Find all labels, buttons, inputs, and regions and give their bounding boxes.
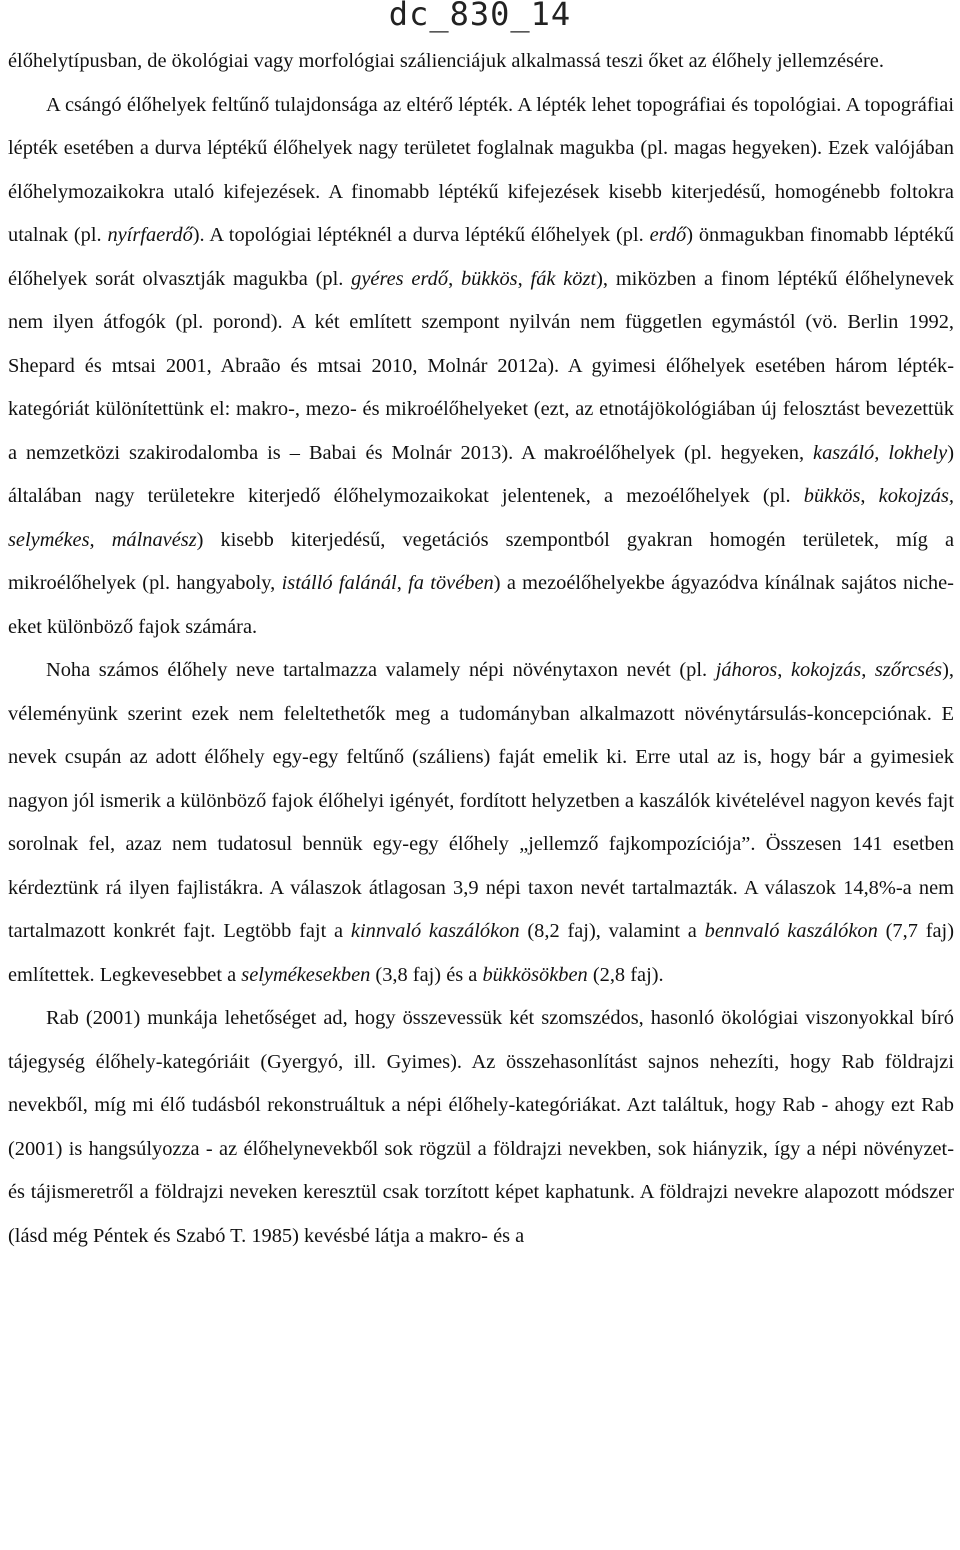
paragraph	[8, 40, 954, 84]
italic-term: kaszáló, lokhely	[813, 441, 948, 464]
italic-term: istálló falánál	[281, 572, 397, 594]
italic-term: nyírfaerdő	[107, 224, 193, 246]
italic-term: jáhoros	[715, 659, 778, 681]
text-run: ) a mezoélőhelyekbe ágyazódva kínálnak sajátos niche-eket különböző fajok számára.	[8, 572, 954, 638]
text-run: Rab (2001) munkája lehetőséget ad, hogy összevessük két szomszédos, hasonló ökológiai viszonyokkal bíró tájegység élőhely-kategóriáit (Gyergyó, ill. Gyimes). Az összehasonlítást sajnos nehezíti, hogy Rab földrajzi nevekből, míg mi élő tudásból rekonstruáltuk a népi élőhely-kategóriákat. Azt találtuk, hogy Rab - ahogy ezt Rab (2001) is hangsúlyozza - az élőhelynevekből sok rögzül a földrajzi nevekben, sok hiányzik, így a népi növényzet- és tájismeretről a földrajzi neveken keresztül csak torzított képet kaphatunk. A földrajzi nevekre alapozott módszer (lásd még Péntek és Szabó T. 1985) kevésbé látja a makro- és a	[8, 1007, 954, 1247]
italic-term: kokojzás	[790, 659, 862, 681]
text-run: ) általában nagy területekre kiterjedő élőhelymozaikokat jelentenek, a mezoélőhelyek (pl.	[8, 441, 954, 507]
italic-term: kinnvaló kaszálókon	[350, 920, 520, 942]
paragraph	[8, 84, 954, 650]
text-run: (2,8 faj).	[587, 963, 664, 986]
text-run: élőhelytípusban, de ökológiai vagy morfológiai szálienciájuk alkalmassá teszi őket az élőhely jellemzésére.	[8, 50, 884, 72]
text-run: ,	[517, 267, 531, 290]
text-run: (8,2 faj), valamint a	[519, 920, 705, 942]
text-run: Noha számos élőhely neve tartalmazza valamely népi növénytaxon nevét (pl.	[46, 659, 716, 681]
text-run: ,	[396, 572, 409, 594]
paragraph	[8, 649, 954, 997]
italic-term: bükkös	[803, 485, 861, 507]
italic-term: fák közt	[530, 267, 597, 290]
italic-term: bükkös	[460, 267, 518, 290]
text-run: ). A topológiai léptéknél a durva léptékű élőhelyek (pl.	[192, 224, 650, 246]
italic-term: selymékesekben	[241, 963, 371, 986]
italic-term: kokojzás, selymékes, málnavész	[8, 485, 954, 551]
italic-term: gyéres erdő	[351, 267, 449, 290]
page-header-code: dc_830_14	[388, 0, 572, 33]
text-run: ,	[777, 659, 791, 681]
text-run: ) kisebb kiterjedésű, vegetációs szempontból gyakran homogén területek, míg a mikroélőhelyek (pl. hangyaboly,	[8, 528, 955, 594]
text-run: ), véleményünk szerint ezek nem feleltethetők meg a tudományban alkalmazott növénytársulás-koncepciónak. E nevek csupán az adott élőhely egy-egy feltűnő (száliens) faját emelik ki. Erre utal az is, hogy bár a gyimesiek nagyon jól ismerik a különböző fajok élőhelyi igényét, fordított helyzetben a kaszálók kivételével nagyon kevés fajt sorolnak fel, azaz nem tudatosul bennük egy-egy élőhely „jellemző fajkompozíciója”. Összesen 141 esetben kérdeztünk rá ilyen fajlistákra. A válaszok átlagosan 3,9 népi taxon nevét tartalmazták. A válaszok 14,8%-a nem tartalmazott konkrét fajt. Legtöbb fajt a	[8, 659, 954, 942]
text-run: ,	[861, 659, 875, 681]
text-run: ,	[860, 485, 879, 507]
paragraph	[8, 997, 954, 1258]
body-text	[8, 40, 954, 1258]
italic-term: bükkösökben	[482, 963, 588, 986]
text-run: (7,7 faj) említettek. Legkevesebbet a	[8, 920, 955, 986]
text-run: (3,8 faj) és a	[370, 963, 483, 986]
text-run: A csángó élőhelyek feltűnő tulajdonsága az eltérő lépték. A lépték lehet topográfiai és topológiai. A topográfiai lépték esetében a durva léptékű élőhelyek nagy területet foglalnak magukba (pl. magas hegyeken). Ezek valójában élőhelymozaikokra utaló kifejezések. A finomabb léptékű kifejezések kisebb kiterjedésű, homogénebb foltokra utalnak (pl.	[8, 93, 954, 246]
italic-term: erdő	[649, 224, 687, 246]
italic-term: fa tövében	[408, 572, 494, 594]
text-run: ,	[448, 267, 461, 290]
italic-term: szőrcsés	[874, 659, 943, 681]
italic-term: bennvaló kaszálókon	[704, 920, 878, 942]
text-run: ) önmagukban finomabb léptékű élőhelyek sorát olvasztják magukba (pl.	[8, 224, 954, 290]
text-run: ), miközben a finom léptékű élőhelynevek nem ilyen átfogók (pl. porond). A két említett szempont nyilván nem független egymástól (vö. Berlin 1992, Shepard és mtsai 2001, Abraão és mtsai 2010, Molnár 2012a). A gyimesi élőhelyek esetében három lépték-kategóriát különítettünk el: makro-, mezo- és mikroélőhelyeket (ezt, az etnotájökológiában új felosztást bevezettük a nemzetközi szakirodalomba is – Babai és Molnár 2013). A makroélőhelyek (pl. hegyeken,	[8, 267, 954, 464]
